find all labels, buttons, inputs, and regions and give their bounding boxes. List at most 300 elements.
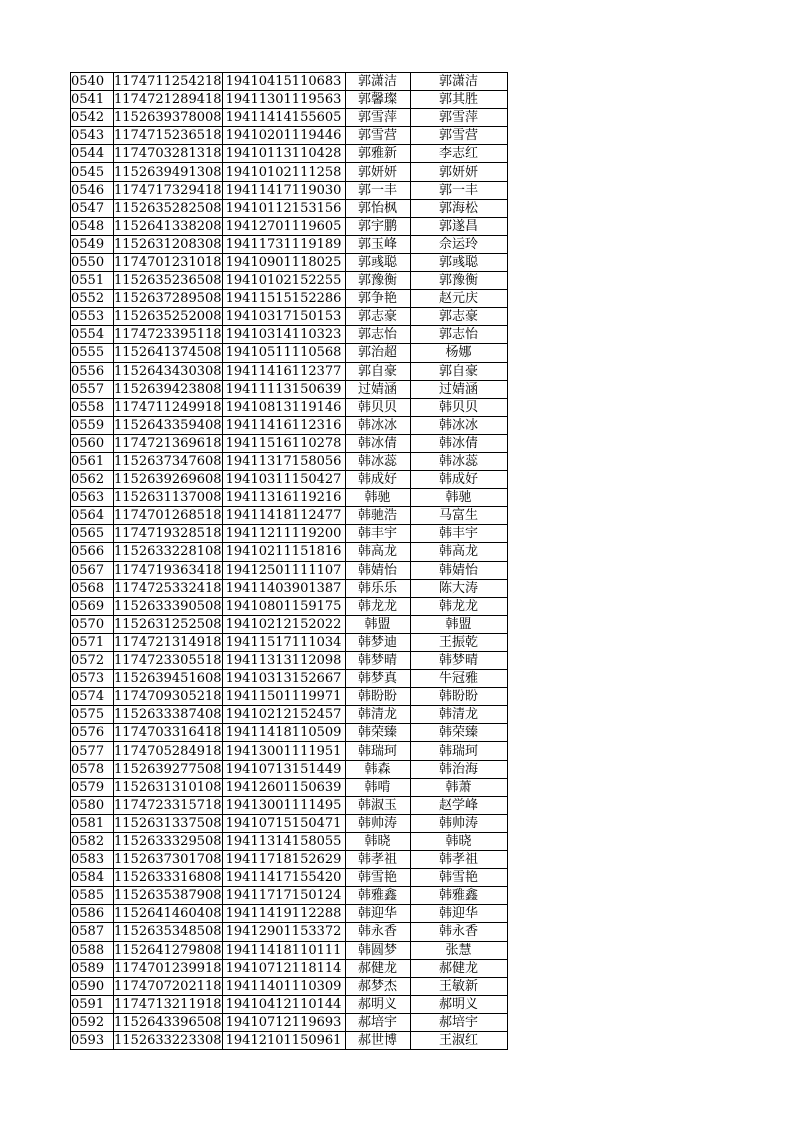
code-b-cell: 19411501119971 (222, 688, 345, 706)
code-b-cell: 19413001111951 (222, 742, 345, 760)
code-b-cell: 19410801159175 (222, 597, 345, 615)
table-row (71, 127, 508, 145)
row-index-cell: 0555 (71, 344, 114, 362)
code-b-cell: 19411517111034 (222, 633, 345, 651)
table-row (71, 742, 508, 760)
code-b-cell: 19411718152629 (222, 851, 345, 869)
row-index-cell: 0559 (71, 416, 114, 434)
table-row (71, 869, 508, 887)
name-alt-cell: 郭雪萍 (410, 109, 507, 127)
code-b-cell: 19410712119693 (222, 1013, 345, 1031)
code-a-cell: 1174723395118 (114, 327, 222, 343)
name-alt-cell: 韩治海 (410, 760, 507, 778)
code-a-cell: 1152635348508 (114, 924, 222, 940)
name-cell: 韩冰蕊 (345, 452, 410, 470)
code-b-cell: 19410112153156 (222, 199, 345, 217)
code-a-cell: 1174701268518 (114, 508, 222, 524)
code-b-cell: 19410212152022 (222, 615, 345, 633)
table-row (71, 923, 508, 941)
table-row (71, 851, 508, 869)
row-index-cell: 0573 (71, 670, 114, 688)
code-a-cell: 1152639451608 (114, 671, 222, 687)
code-b-cell: 19410102152255 (222, 272, 345, 290)
name-alt-cell: 韩丰宇 (410, 525, 507, 543)
name-cell: 韩森 (345, 760, 410, 778)
name-cell: 韩梦迪 (345, 633, 410, 651)
row-index-cell: 0549 (71, 235, 114, 253)
name-alt-cell: 韩驰 (410, 489, 507, 507)
name-alt-cell: 郭志豪 (410, 308, 507, 326)
row-index-cell: 0583 (71, 851, 114, 869)
name-alt-cell: 郭海松 (410, 199, 507, 217)
code-b-cell: 19411314158055 (222, 832, 345, 850)
row-index-cell: 0557 (71, 380, 114, 398)
row-index-cell: 0582 (71, 832, 114, 850)
table-row (71, 344, 508, 362)
code-a-cell: 1174707202118 (114, 978, 222, 994)
name-alt-cell: 韩萧 (410, 778, 507, 796)
code-b-cell: 19410102111258 (222, 163, 345, 181)
row-index-cell: 0568 (71, 579, 114, 597)
code-b-cell: 19410712118114 (222, 959, 345, 977)
code-a-cell: 1152643396508 (114, 1014, 222, 1030)
name-cell: 郭雅新 (345, 145, 410, 163)
name-alt-cell: 韩帅涛 (410, 814, 507, 832)
code-b-cell: 19410211151816 (222, 543, 345, 561)
row-index-cell: 0589 (71, 959, 114, 977)
row-index-cell: 0567 (71, 561, 114, 579)
row-index-cell: 0588 (71, 941, 114, 959)
table-row (71, 253, 508, 271)
table-row (71, 507, 508, 525)
name-cell: 韩晓 (345, 832, 410, 850)
code-b-cell: 19410813119146 (222, 398, 345, 416)
name-alt-cell: 韩雅鑫 (410, 887, 507, 905)
code-a-cell: 1152633387408 (114, 707, 222, 723)
code-b-cell: 19411317158056 (222, 452, 345, 470)
row-index-cell: 0592 (71, 1013, 114, 1031)
name-alt-cell: 郭志怡 (410, 326, 507, 344)
name-alt-cell: 王敏新 (410, 977, 507, 995)
row-index-cell: 0593 (71, 1031, 114, 1049)
code-a-cell: 1152633390508 (114, 598, 222, 614)
name-alt-cell: 郝健龙 (410, 959, 507, 977)
code-a-cell: 1152633223308 (114, 1033, 222, 1049)
table-row (71, 1031, 508, 1049)
name-cell: 韩丰宇 (345, 525, 410, 543)
name-cell: 韩梦真 (345, 670, 410, 688)
table-row (71, 652, 508, 670)
name-alt-cell: 郝明义 (410, 995, 507, 1013)
name-cell: 韩婧怡 (345, 561, 410, 579)
name-alt-cell: 韩雪艳 (410, 869, 507, 887)
code-b-cell: 19410212152457 (222, 706, 345, 724)
name-cell: 韩淑玉 (345, 796, 410, 814)
name-cell: 韩啃 (345, 778, 410, 796)
code-a-cell: 1174705284918 (114, 743, 222, 759)
code-b-cell: 19411313112098 (222, 652, 345, 670)
code-a-cell: 1152635252008 (114, 309, 222, 325)
table-row (71, 959, 508, 977)
name-cell: 韩冰倩 (345, 434, 410, 452)
name-alt-cell: 张慧 (410, 941, 507, 959)
name-cell: 韩雅鑫 (345, 887, 410, 905)
table-row (71, 670, 508, 688)
table-row (71, 561, 508, 579)
code-b-cell: 19410313152667 (222, 670, 345, 688)
records-table (70, 72, 508, 1050)
table-row (71, 1013, 508, 1031)
name-alt-cell: 韩婧怡 (410, 561, 507, 579)
code-b-cell: 19410314110323 (222, 326, 345, 344)
code-a-cell: 1152641374508 (114, 345, 222, 361)
name-alt-cell: 韩清龙 (410, 706, 507, 724)
table-row (71, 217, 508, 235)
code-b-cell: 19411416112316 (222, 416, 345, 434)
code-b-cell: 19411417155420 (222, 869, 345, 887)
name-cell: 过婧涵 (345, 380, 410, 398)
name-alt-cell: 韩盟 (410, 615, 507, 633)
name-alt-cell: 郭彧聪 (410, 253, 507, 271)
row-index-cell: 0566 (71, 543, 114, 561)
name-alt-cell: 郭妍妍 (410, 163, 507, 181)
code-b-cell: 19410901118025 (222, 253, 345, 271)
name-alt-cell: 郭自豪 (410, 362, 507, 380)
table-row (71, 326, 508, 344)
code-a-cell: 1174719328518 (114, 526, 222, 542)
name-cell: 韩清龙 (345, 706, 410, 724)
table-row (71, 416, 508, 434)
code-a-cell: 1152631310108 (114, 779, 222, 795)
row-index-cell: 0558 (71, 398, 114, 416)
name-cell: 韩成好 (345, 471, 410, 489)
row-index-cell: 0552 (71, 290, 114, 308)
code-b-cell: 19411516110278 (222, 434, 345, 452)
code-b-cell: 19410317150153 (222, 308, 345, 326)
code-a-cell: 1174701239918 (114, 960, 222, 976)
name-cell: 郭彧聪 (345, 253, 410, 271)
name-alt-cell: 过婧涵 (410, 380, 507, 398)
name-cell: 郝世博 (345, 1031, 410, 1049)
name-alt-cell: 郭遂昌 (410, 217, 507, 235)
table-row (71, 688, 508, 706)
code-b-cell: 19411731119189 (222, 235, 345, 253)
name-cell: 郝明义 (345, 995, 410, 1013)
code-a-cell: 1174703316418 (114, 725, 222, 741)
code-b-cell: 19411414155605 (222, 109, 345, 127)
code-b-cell: 19410511110568 (222, 344, 345, 362)
table-row (71, 579, 508, 597)
table-row (71, 362, 508, 380)
code-a-cell: 1174721289418 (114, 92, 222, 108)
code-a-cell: 1152631337508 (114, 815, 222, 831)
row-index-cell: 0565 (71, 525, 114, 543)
table-row (71, 163, 508, 181)
code-a-cell: 1152641338208 (114, 218, 222, 234)
code-b-cell: 19411515152286 (222, 290, 345, 308)
table-row (71, 272, 508, 290)
name-alt-cell: 韩贝贝 (410, 398, 507, 416)
code-b-cell: 19410713151449 (222, 760, 345, 778)
name-alt-cell: 郝培宇 (410, 1013, 507, 1031)
code-a-cell: 1152639378008 (114, 110, 222, 126)
name-alt-cell: 韩永香 (410, 923, 507, 941)
name-alt-cell: 马富生 (410, 507, 507, 525)
row-index-cell: 0541 (71, 91, 114, 109)
code-a-cell: 1152643430308 (114, 363, 222, 379)
name-cell: 韩驰浩 (345, 507, 410, 525)
code-b-cell: 19410715150471 (222, 814, 345, 832)
row-index-cell: 0579 (71, 778, 114, 796)
row-index-cell: 0542 (71, 109, 114, 127)
name-alt-cell: 郭潇洁 (410, 73, 507, 91)
name-cell: 韩乐乐 (345, 579, 410, 597)
name-alt-cell: 佘运玲 (410, 235, 507, 253)
name-alt-cell: 韩孝祖 (410, 851, 507, 869)
code-a-cell: 1152633228108 (114, 544, 222, 560)
code-a-cell: 1152639269608 (114, 472, 222, 488)
table-row (71, 452, 508, 470)
name-alt-cell: 郭雪营 (410, 127, 507, 145)
table-row (71, 380, 508, 398)
row-index-cell: 0578 (71, 760, 114, 778)
name-cell: 郭一丰 (345, 181, 410, 199)
name-alt-cell: 韩冰蕊 (410, 452, 507, 470)
name-cell: 韩雪艳 (345, 869, 410, 887)
name-cell: 郭妍妍 (345, 163, 410, 181)
code-a-cell: 1174721369618 (114, 435, 222, 451)
row-index-cell: 0587 (71, 923, 114, 941)
code-a-cell: 1174717329418 (114, 182, 222, 198)
code-a-cell: 1174721314918 (114, 634, 222, 650)
row-index-cell: 0556 (71, 362, 114, 380)
code-a-cell: 1174701231018 (114, 254, 222, 270)
table-row (71, 832, 508, 850)
row-index-cell: 0550 (71, 253, 114, 271)
row-index-cell: 0574 (71, 688, 114, 706)
code-a-cell: 1174719363418 (114, 562, 222, 578)
name-alt-cell: 韩梦晴 (410, 652, 507, 670)
name-alt-cell: 韩冰倩 (410, 434, 507, 452)
name-cell: 郭志豪 (345, 308, 410, 326)
table-row (71, 796, 508, 814)
code-a-cell: 1152635282508 (114, 200, 222, 216)
table-row (71, 489, 508, 507)
table-row (71, 941, 508, 959)
code-a-cell: 1152635236508 (114, 273, 222, 289)
row-index-cell: 0545 (71, 163, 114, 181)
row-index-cell: 0553 (71, 308, 114, 326)
row-index-cell: 0584 (71, 869, 114, 887)
row-index-cell: 0591 (71, 995, 114, 1013)
code-a-cell: 1152637347608 (114, 454, 222, 470)
name-cell: 郭雪萍 (345, 109, 410, 127)
code-a-cell: 1174711254218 (114, 74, 222, 90)
code-b-cell: 19411401110309 (222, 977, 345, 995)
name-cell: 郭馨璨 (345, 91, 410, 109)
name-alt-cell: 杨娜 (410, 344, 507, 362)
code-a-cell: 1174713211918 (114, 996, 222, 1012)
name-alt-cell: 韩晓 (410, 832, 507, 850)
code-b-cell: 19411211119200 (222, 525, 345, 543)
table-row (71, 887, 508, 905)
name-alt-cell: 韩成好 (410, 471, 507, 489)
name-cell: 郭自豪 (345, 362, 410, 380)
code-b-cell: 19411316119216 (222, 489, 345, 507)
table-row (71, 977, 508, 995)
code-a-cell: 1152637289508 (114, 291, 222, 307)
row-index-cell: 0590 (71, 977, 114, 995)
name-alt-cell: 赵元庆 (410, 290, 507, 308)
row-index-cell: 0564 (71, 507, 114, 525)
name-cell: 韩盼盼 (345, 688, 410, 706)
name-cell: 郭雪营 (345, 127, 410, 145)
name-alt-cell: 李志红 (410, 145, 507, 163)
name-cell: 韩瑞珂 (345, 742, 410, 760)
row-index-cell: 0585 (71, 887, 114, 905)
name-cell: 韩帅涛 (345, 814, 410, 832)
row-index-cell: 0576 (71, 724, 114, 742)
code-b-cell: 19411418110111 (222, 941, 345, 959)
name-alt-cell: 韩龙龙 (410, 597, 507, 615)
name-alt-cell: 郭一丰 (410, 181, 507, 199)
row-index-cell: 0547 (71, 199, 114, 217)
code-a-cell: 1152639491308 (114, 164, 222, 180)
code-b-cell: 19411418110509 (222, 724, 345, 742)
code-a-cell: 1152635387908 (114, 888, 222, 904)
code-b-cell: 19413001111495 (222, 796, 345, 814)
row-index-cell: 0563 (71, 489, 114, 507)
row-index-cell: 0569 (71, 597, 114, 615)
code-b-cell: 19410415110683 (222, 73, 345, 91)
name-cell: 韩迎华 (345, 905, 410, 923)
table-row (71, 145, 508, 163)
name-cell: 郝梦杰 (345, 977, 410, 995)
code-a-cell: 1152637301708 (114, 852, 222, 868)
row-index-cell: 0548 (71, 217, 114, 235)
name-alt-cell: 韩迎华 (410, 905, 507, 923)
code-a-cell: 1152633316808 (114, 870, 222, 886)
name-cell: 韩龙龙 (345, 597, 410, 615)
name-alt-cell: 郭豫衡 (410, 272, 507, 290)
name-cell: 韩荣臻 (345, 724, 410, 742)
code-a-cell: 1174711249918 (114, 399, 222, 415)
code-b-cell: 19412501111107 (222, 561, 345, 579)
name-cell: 韩冰冰 (345, 416, 410, 434)
code-a-cell: 1174709305218 (114, 689, 222, 705)
code-b-cell: 19410113110428 (222, 145, 345, 163)
code-b-cell: 19412701119605 (222, 217, 345, 235)
table-row (71, 199, 508, 217)
code-b-cell: 19412901153372 (222, 923, 345, 941)
table-row (71, 73, 508, 91)
code-a-cell: 1174723315718 (114, 797, 222, 813)
row-index-cell: 0546 (71, 181, 114, 199)
name-cell: 韩高龙 (345, 543, 410, 561)
row-index-cell: 0561 (71, 452, 114, 470)
table-row (71, 308, 508, 326)
table-row (71, 633, 508, 651)
row-index-cell: 0543 (71, 127, 114, 145)
code-a-cell: 1152639423808 (114, 381, 222, 397)
name-alt-cell: 韩荣臻 (410, 724, 507, 742)
table-row (71, 235, 508, 253)
table-row (71, 724, 508, 742)
row-index-cell: 0544 (71, 145, 114, 163)
row-index-cell: 0554 (71, 326, 114, 344)
row-index-cell: 0575 (71, 706, 114, 724)
name-alt-cell: 韩冰冰 (410, 416, 507, 434)
name-cell: 韩孝祖 (345, 851, 410, 869)
code-a-cell: 1152631137008 (114, 490, 222, 506)
name-alt-cell: 赵学峰 (410, 796, 507, 814)
name-cell: 郝健龙 (345, 959, 410, 977)
row-index-cell: 0581 (71, 814, 114, 832)
table-row (71, 543, 508, 561)
code-b-cell: 19410311150427 (222, 471, 345, 489)
name-cell: 郭宇鹏 (345, 217, 410, 235)
code-b-cell: 19411417119030 (222, 181, 345, 199)
code-a-cell: 1152641279808 (114, 942, 222, 958)
name-cell: 郭玉峰 (345, 235, 410, 253)
table-row (71, 398, 508, 416)
code-b-cell: 19410412110144 (222, 995, 345, 1013)
name-cell: 郭治超 (345, 344, 410, 362)
table-row (71, 597, 508, 615)
name-cell: 韩盟 (345, 615, 410, 633)
row-index-cell: 0551 (71, 272, 114, 290)
name-cell: 郭志怡 (345, 326, 410, 344)
table-row (71, 290, 508, 308)
name-cell: 韩驰 (345, 489, 410, 507)
code-a-cell: 1152633329508 (114, 833, 222, 849)
row-index-cell: 0572 (71, 652, 114, 670)
code-a-cell: 1174715236518 (114, 128, 222, 144)
table-row (71, 706, 508, 724)
code-b-cell: 19412601150639 (222, 778, 345, 796)
row-index-cell: 0540 (71, 73, 114, 91)
code-b-cell: 19411301119563 (222, 91, 345, 109)
code-a-cell: 1152641460408 (114, 906, 222, 922)
code-a-cell: 1174703281318 (114, 146, 222, 162)
name-cell: 韩永香 (345, 923, 410, 941)
row-index-cell: 0580 (71, 796, 114, 814)
code-b-cell: 19411419112288 (222, 905, 345, 923)
name-cell: 郝培宇 (345, 1013, 410, 1031)
table-row (71, 181, 508, 199)
table-row (71, 814, 508, 832)
name-alt-cell: 牛冠雅 (410, 670, 507, 688)
name-alt-cell: 郭其胜 (410, 91, 507, 109)
code-a-cell: 1152643359408 (114, 417, 222, 433)
code-b-cell: 19411403901387 (222, 579, 345, 597)
table-row (71, 91, 508, 109)
code-b-cell: 19410201119446 (222, 127, 345, 145)
code-b-cell: 19411416112377 (222, 362, 345, 380)
name-cell: 郭潇洁 (345, 73, 410, 91)
name-cell: 韩圆梦 (345, 941, 410, 959)
row-index-cell: 0570 (71, 615, 114, 633)
name-cell: 郭豫衡 (345, 272, 410, 290)
name-alt-cell: 韩高龙 (410, 543, 507, 561)
table-row (71, 434, 508, 452)
code-b-cell: 19411113150639 (222, 380, 345, 398)
table-row (71, 471, 508, 489)
code-b-cell: 19411418112477 (222, 507, 345, 525)
table-row (71, 109, 508, 127)
name-cell: 韩贝贝 (345, 398, 410, 416)
row-index-cell: 0560 (71, 434, 114, 452)
